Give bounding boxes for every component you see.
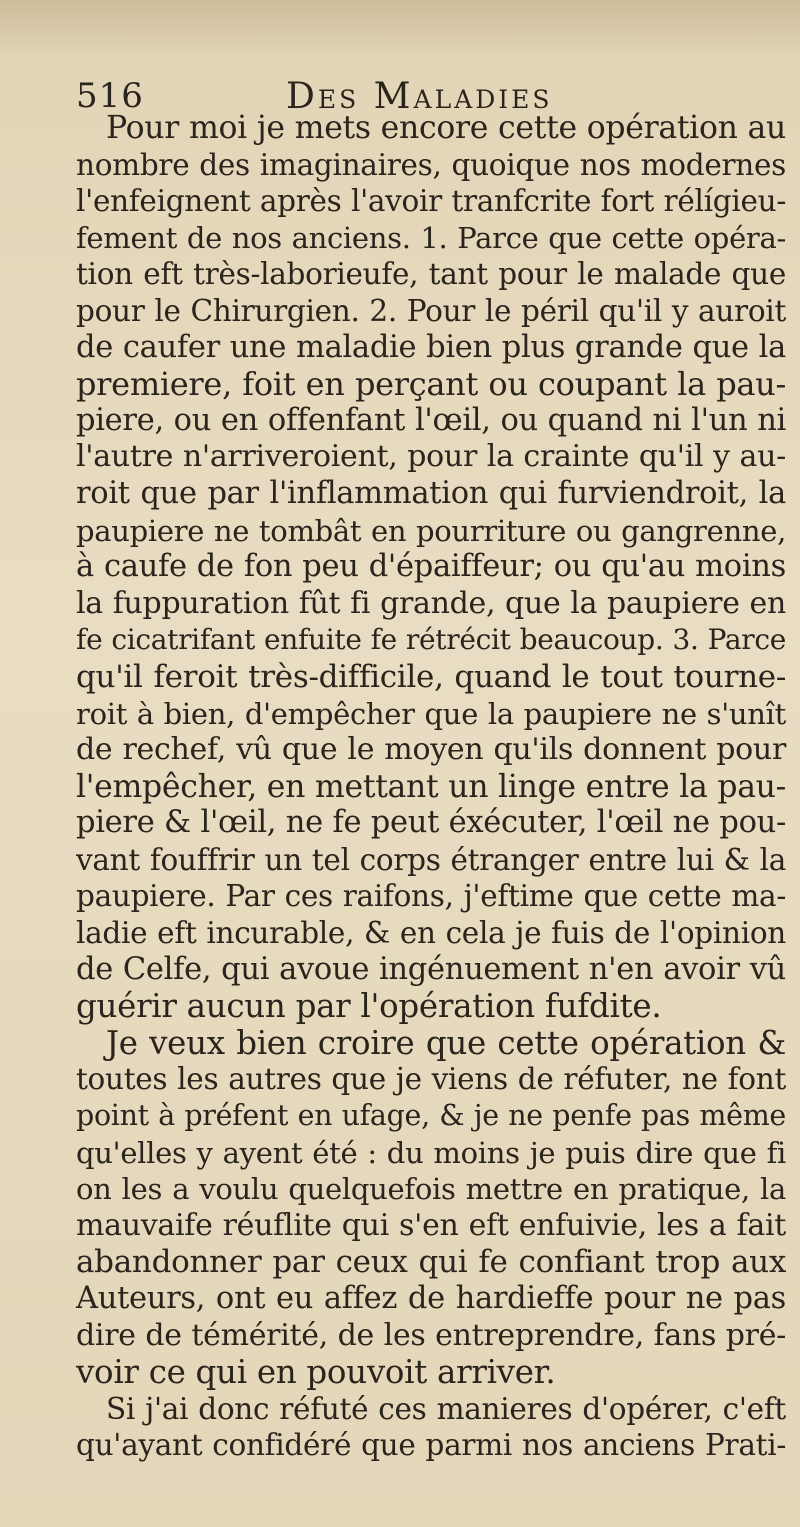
text-line: mauvaife réuflite qui s'en eft enfuivie, les a fait — [76, 1207, 786, 1243]
text-line: l'autre n'arriveroient, pour la crainte qu'il y au- — [76, 439, 786, 475]
text-line: piere, ou en offenfant l'œil, ou quand ni l'un ni — [76, 402, 786, 438]
text-line: fe cicatrifant enfuite fe rétrécit beaucoup. 3. Parce — [76, 623, 786, 657]
text-line: point à préfent en ufage, & je ne penfe pas même — [76, 1099, 786, 1133]
text-line: nombre des imaginaires, quoique nos modernes — [76, 147, 786, 182]
text-line: de Celfe, qui avoue ingénuement n'en avoir vû — [76, 951, 786, 987]
text-line: de caufer une maladie bien plus grande que la — [76, 329, 786, 365]
text-line: on les a voulu quelquefois mettre en pratique, la — [76, 1172, 786, 1207]
text-line: fement de nos anciens. 1. Parce que cette opéra- — [76, 220, 786, 255]
text-line: la fuppuration fût fi grande, que la paupiere en — [76, 585, 786, 621]
text-line: paupiere ne tombât en pourriture ou gangrenne, — [76, 513, 786, 548]
text-line: ladie eft incurable, & en cela je fuis de l'opinion — [76, 916, 786, 951]
text-line: qu'ayant confidéré que parmi nos anciens Prati- — [76, 1428, 786, 1463]
text-line: voir ce qui en pouvoit arriver. — [76, 1353, 556, 1392]
text-line: paupiere. Par ces raifons, j'eftime que cette ma- — [76, 879, 786, 914]
body-text — [76, 110, 786, 1464]
text-line: vant fouffrir un tel corps étranger entre lui & la — [76, 842, 786, 877]
text-line: l'empêcher, en mettant un linge entre la pau- — [76, 768, 786, 805]
text-line: guérir aucun par l'opération fufdite. — [76, 987, 662, 1026]
text-line: roit que par l'inflammation qui furviendroit, la — [76, 475, 786, 511]
text-line: premiere, foit en perçant ou coupant la pau- — [76, 365, 786, 404]
text-line: toutes les autres que je viens de réfuter, ne font — [76, 1062, 786, 1097]
text-line: à caufe de fon peu d'épaiffeur; ou qu'au moins — [76, 549, 786, 585]
page-number: 516 — [76, 76, 144, 116]
text-line: qu'il feroit très-difficile, quand le tout tourne- — [76, 658, 786, 695]
text-line: roit à bien, d'empêcher que la paupiere ne s'unît — [76, 696, 786, 731]
text-line: de rechef, vû que le moyen qu'ils donnent pour — [76, 732, 786, 768]
text-line: pour le Chirurgien. 2. Pour le péril qu'il y auroit — [76, 293, 786, 328]
running-title: Des Maladies — [286, 76, 553, 117]
text-line: abandonner par ceux qui fe confiant trop aux — [76, 1244, 786, 1281]
text-line: Auteurs, ont eu affez de hardieffe pour ne pas — [76, 1281, 786, 1316]
text-line: piere & l'œil, ne fe peut éxécuter, l'œil ne pou- — [76, 805, 786, 841]
text-line: dire de témérité, de les entreprendre, fans pré- — [76, 1317, 786, 1353]
text-line: l'enfeignent après l'avoir tranfcrite fort rélígieu- — [76, 184, 786, 219]
text-line: qu'elles y ayent été : du moins je puis dire que fi — [76, 1135, 786, 1170]
text-line: Pour moi je mets encore cette opération au — [106, 110, 786, 146]
text-line: Je veux bien croire que cette opération & — [106, 1023, 786, 1062]
text-line: tion eft très-laborieufe, tant pour le malade que — [76, 257, 786, 292]
text-line: Si j'ai donc réfuté ces manieres d'opérer, c'eft — [106, 1391, 786, 1426]
